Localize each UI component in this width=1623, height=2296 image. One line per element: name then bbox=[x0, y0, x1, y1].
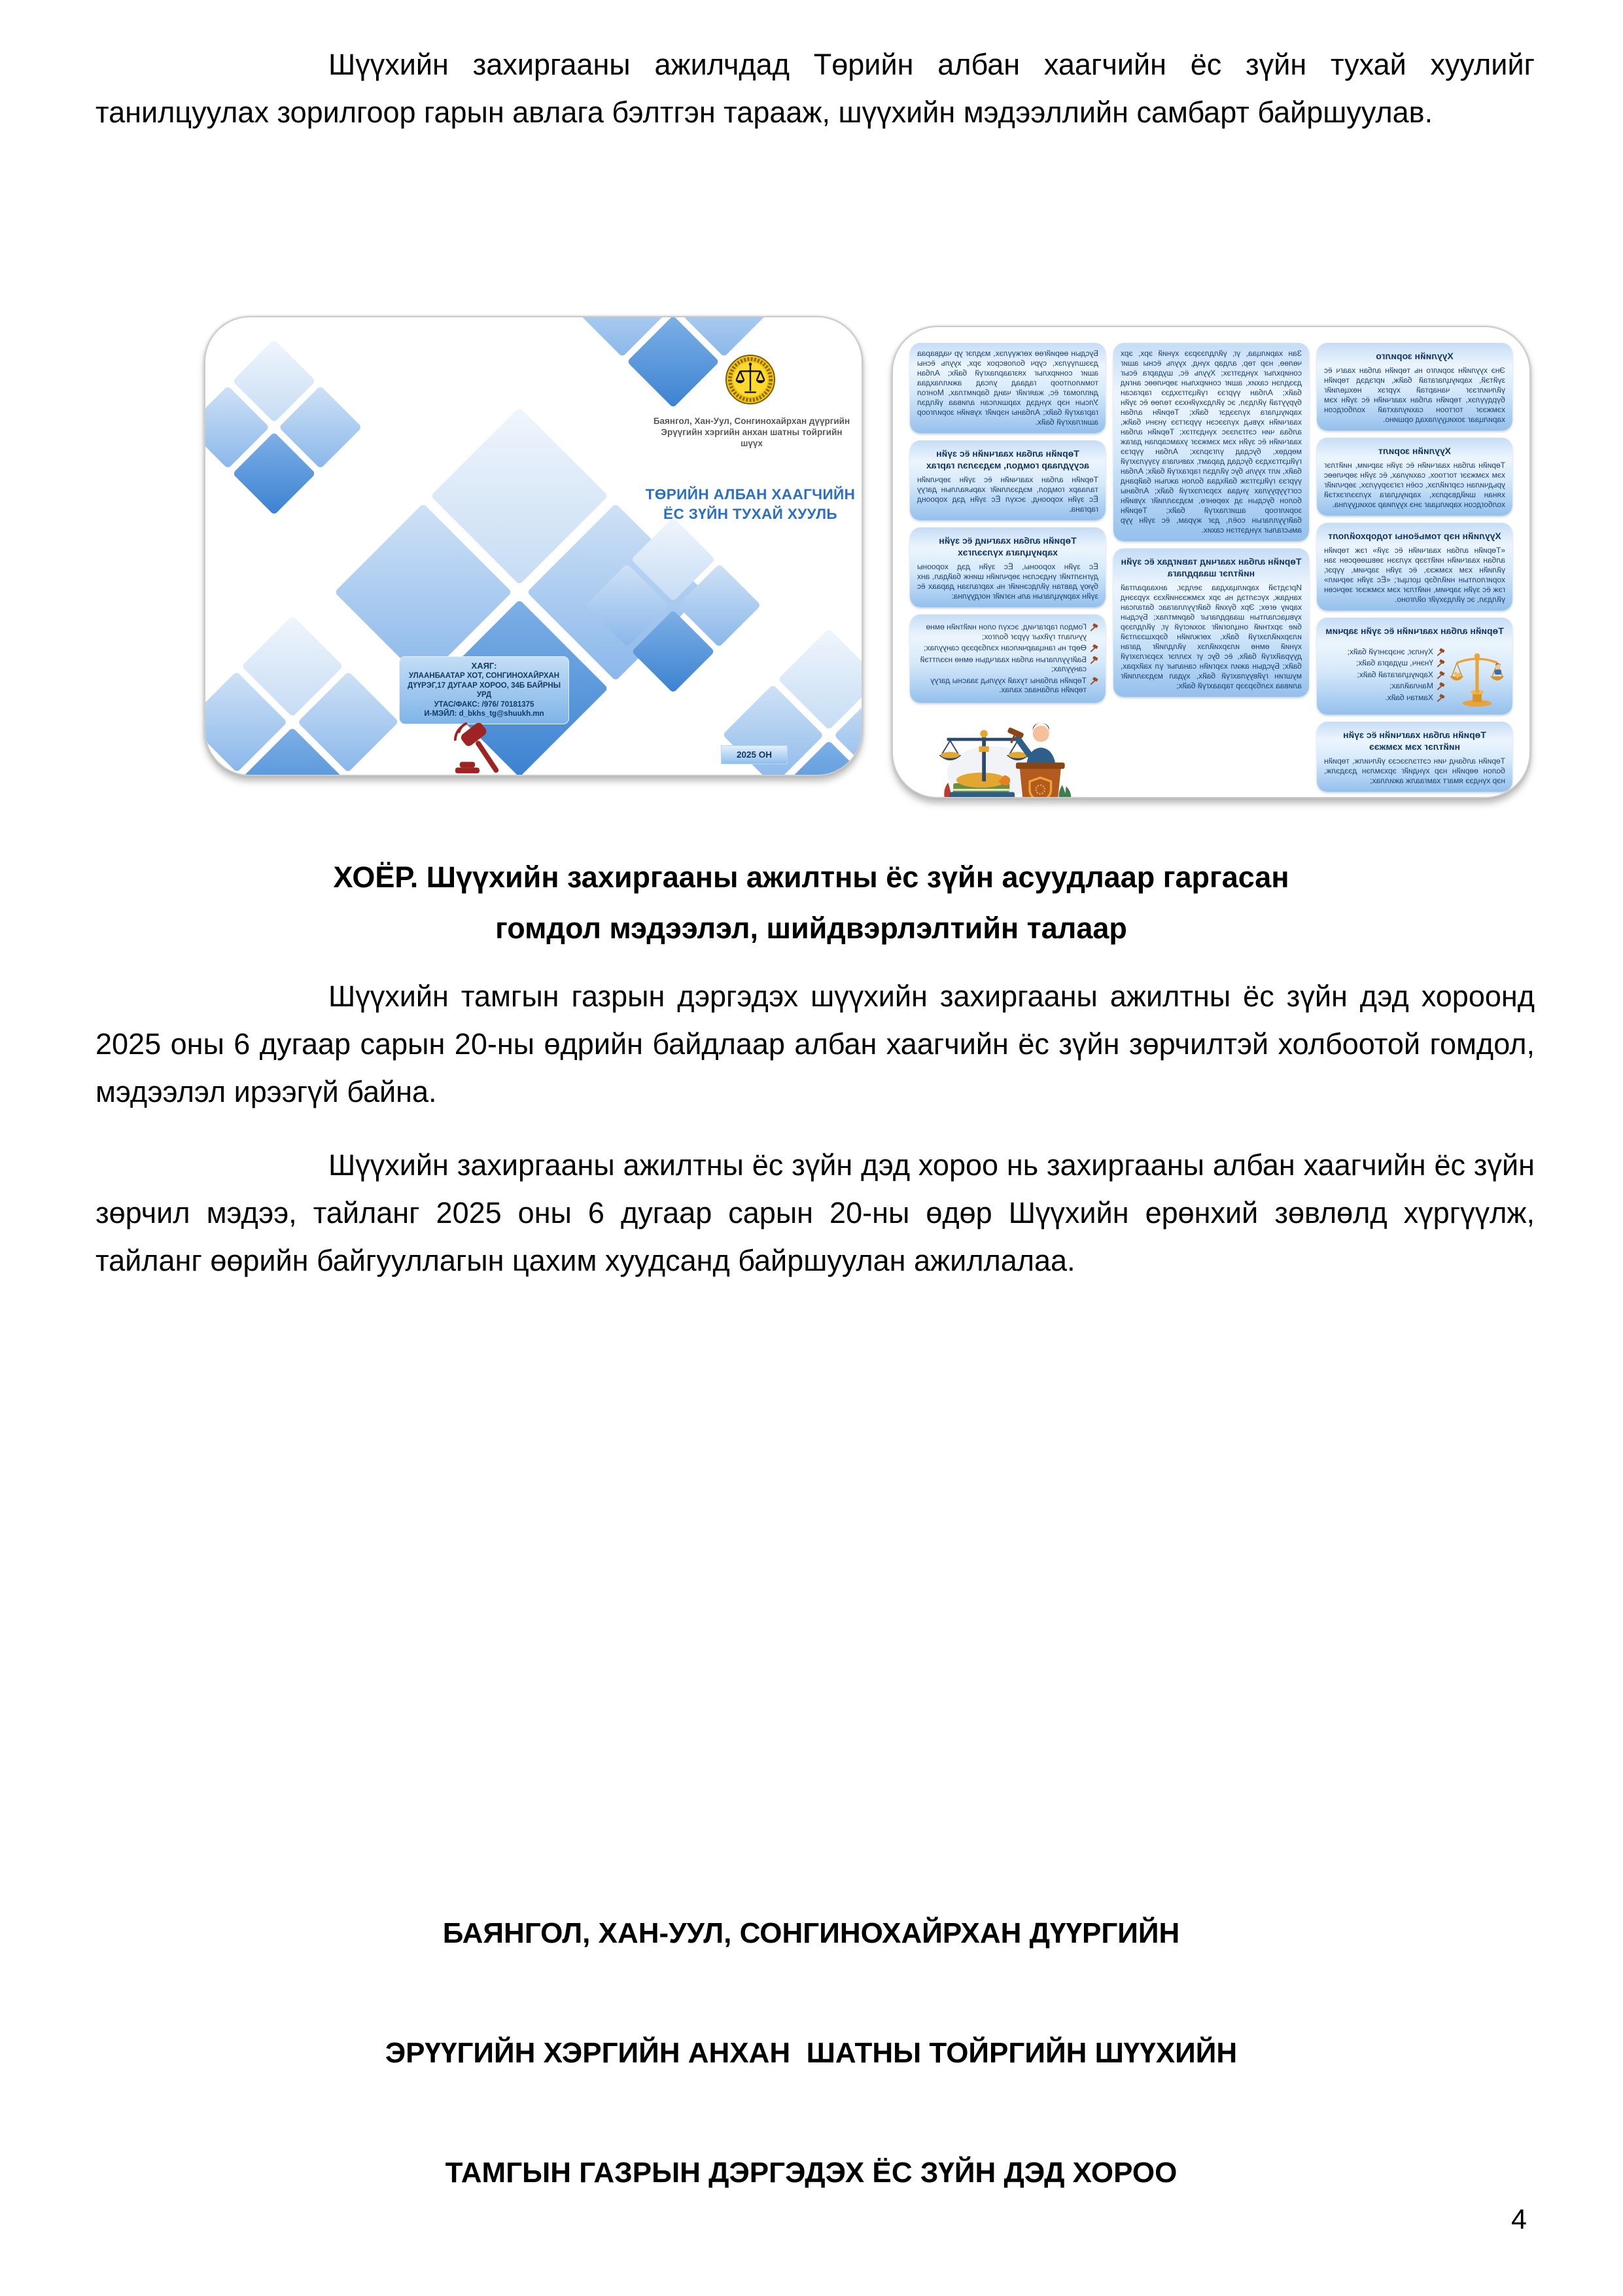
box-body: Иргэдтэй харилцахдаа эелдэг, анхааралтай хандаж, хүсэлтэд нь эрх хэмжээнийхээ хүрээнд хариу өгөх; Эрх бүхий байгууллагаас баталсан хувцаслалтын шаардлагыг баримтлах; Бусдын бие эрхтний онцлогийг зохисгүй үг, үйлдлээр илэрхийлэхгүй байх, хөгжлийн бэрхшээлтэй хүний өмнө илэрхийлэх үйлдлийг даган дуурайхгүй байх, ёс бус үг хэллэг хэрэглэхгүй байх; Бусдын ажил хэргийн саналыг үл хайхрах, мушгин гуйвуулахгүй байх, худал мэдээллийг аливаа хэлбэрээр тараахгүй байх; bbox=[1121, 583, 1302, 690]
box-heading: Төрийн албан хаагчийн ёс зүйн зарчим bbox=[1325, 626, 1504, 636]
gavel-bullet-icon bbox=[1437, 694, 1445, 702]
box-common-norms bbox=[1317, 722, 1512, 792]
brochure-cover-image bbox=[204, 316, 863, 776]
inner-column-3 bbox=[910, 343, 1106, 781]
inner-column-1 bbox=[1317, 343, 1512, 785]
organization-name-block bbox=[222, 1833, 1400, 2272]
box-heading: Төрийн албан хаагчид ёс зүйн хариуцлага хүлээлгэх bbox=[939, 535, 1077, 557]
list-item: Хариуцлагатай байх; bbox=[1324, 670, 1445, 680]
gavel-icon bbox=[453, 715, 504, 775]
section-heading-line2: гомдол мэдээлэл, шийдвэрлэлтийн талаар bbox=[495, 911, 1127, 945]
box-body: Төрийн албан хаагчийн ёс зүйн зарчим, нийтлэг хэм хэмжээг тогтоох, сахиулах, ёс зүйн зөрчлөөс урьдчилан сэргийлэх, соён гэгээрүүлэх, зөрчлийг хянан шийдвэрлэх, хариуцлага хүлээлгэхтэй холбогдсон харилцааг энэ хуулиар зохицуулна. bbox=[1324, 461, 1505, 509]
gavel-bullet-icon bbox=[1090, 644, 1098, 652]
box-body: Төрийн албанд чин сэтгэлээсээ үйлчилж, төрийн болон өөрийн нэр хүндийг эрхэмлэн дээдэлж, нэр хүндээ ямагт хамгаалж ажиллах; bbox=[1324, 756, 1505, 785]
box-body: Энэ хуулийн зорилго нь төрийн албан хаагч ёс зүйтэй, хариуцлагатай байж, иргэдэд төрийн үйлчилгээг чанартай хүргэх нөхцөлийг бүрдүүлэх, төрийн албан хаагчийн ёс зүйн хэм хэмжээг тогтоон сахиулахтай холбогдсон харилцааг зохицуулахад оршино. bbox=[1324, 366, 1505, 424]
paragraph-3: Шүүхийн захиргааны ажилтны ёс зүйн дэд хороо нь захиргааны албан хаагчийн ёс зүйн зөрчил мэдээ, тайланг 2025 оны 6 дугаар сарын 20-ны өдөр Шүүхийн ерөнхий зөвлөлд хүргүүлж, тайланг өөрийн байгууллагын цахим хуудсанд байршуулан ажиллалаа. bbox=[96, 1148, 1535, 1277]
gavel-bullet-icon bbox=[1437, 659, 1445, 667]
cover-address-box: ХАЯГ: УЛААНБААТАР ХОТ, СОНГИНОХАЙРХАН ДҮҮРЭГ,17 ДУГААР ХОРОО, 34Б БАЙРНЫ УРД УТАС/ФАКС: /976/ 70181375 И-МЭЙЛ: d_bkhs_tg@shuukh.mn bbox=[399, 656, 569, 724]
list-item: Байгууллагын албан хаагчдын өмнө нээлттэй сануулах; bbox=[917, 655, 1098, 674]
box-body: Бусдын өөрийгөө хөгжүүлэх, мэдлэг ур чадвараа дээшлүүлэх, сурч боловсрох эрх, хууль ёсны ашиг сонирхлыг хязгаарлахгүй байх; Албан томилолтоор гадаад улсад ажиллахдаа дипломат ёс, жаягийг чанд баримтлах, Монгол Улсын нэр хүндэд харшилсан аливаа үйлдэл гаргахгүй байх; Албаны нэрийг хувийн зорилгоор ашиглахгүй байх. bbox=[917, 349, 1098, 427]
gavel-bullet-icon bbox=[1090, 656, 1098, 664]
gavel-bullet-icon bbox=[1437, 671, 1445, 679]
box-heading: Хуулийн зорилт bbox=[1378, 446, 1452, 456]
box-body: Төрийн албан хаагчийн ёс зүйн зөрчлийн талаарх гомдол, мэдээллийг харьяаллын дагуу Ёс зүйн хороонд, эсхүл Ёс зүйн дэд хороонд гаргана. bbox=[917, 475, 1098, 514]
organization-line3: ТАМГЫН ГАЗРЫН ДЭРГЭДЭХ ЁС ЗҮЙН ДЭД ХОРОО bbox=[445, 2157, 1178, 2189]
list-item: Үнэнч, шударга байх; bbox=[1324, 658, 1445, 668]
list-item: Төрийн албаны тухай хуульд заасны дагуу төрийн албанаас халах. bbox=[917, 676, 1098, 695]
section-heading-line1: ХОЁР. Шүүхийн захиргааны ажилтны ёс зүйн асуудлаар гаргасан bbox=[333, 860, 1289, 894]
list-item: Манлайлах; bbox=[1324, 681, 1445, 691]
court-emblem-icon bbox=[725, 354, 776, 405]
principles-list bbox=[1324, 645, 1445, 705]
gavel-bullet-icon bbox=[1090, 623, 1098, 631]
section-heading bbox=[222, 852, 1400, 954]
box-norms-continued bbox=[910, 343, 1106, 433]
list-item: Хамтач байх. bbox=[1324, 693, 1445, 703]
box-sanctions-list bbox=[910, 614, 1106, 703]
brochure-inner-image bbox=[892, 326, 1531, 798]
year-badge: 2025 ОН bbox=[721, 745, 788, 764]
box-body: Ёс зүйн хорооны, Ёс зүйн дэд хорооны дүгнэлтийг үндэслэн зөрчлийн шинж байдал, анх буюу давтан үйлдсэнийг нь харгалзан дараах ёс зүйн хариуцлагын аль нэгийг ногдуулна: bbox=[917, 562, 1098, 601]
page-number: 4 bbox=[1511, 2204, 1527, 2235]
address-label: ХАЯГ: bbox=[471, 661, 497, 671]
cover-court-name: Баянгол, Хан-Уул, Сонгинохайрхан дүүргийн Эрүүгийн хэргийн анхан шатны тойргийн шүүх bbox=[653, 416, 850, 448]
box-liability bbox=[910, 527, 1106, 607]
box-common-requirements bbox=[1113, 548, 1309, 697]
list-item: Өөрт нь ганцаарчилсан хэлбэрээр сануулах; bbox=[917, 643, 1098, 653]
box-heading: Хуулийн нэр томьёоны тодорхойлолт bbox=[1328, 531, 1501, 541]
gavel-bullet-icon bbox=[1090, 677, 1098, 685]
list-item: Гомдол гаргагчид, эсхүл олон нийтийн өмнө уучлалт гуйхыг үүрэг болгох; bbox=[917, 622, 1098, 641]
box-law-purpose bbox=[1317, 343, 1512, 431]
inner-column-2 bbox=[1113, 343, 1309, 781]
scales-illustration bbox=[1449, 641, 1505, 709]
box-heading: Төрийн албан хаагчид тавигдах ёс зүйн нийтлэг шаардлага bbox=[1121, 556, 1302, 578]
paragraph-1: Шүүхийн захиргааны ажилчдад Төрийн албан хаагчийн ёс зүйн тухай хуулийг танилцуулах зорилгоор гарын авлага бэлтгэн тарааж, шүүхийн мэдээллийн самбарт байршуулав. bbox=[96, 48, 1535, 129]
organization-line1: БАЯНГОЛ, ХАН-УУЛ, СОНГИНОХАЙРХАН ДҮҮРГИЙН bbox=[442, 1917, 1180, 1949]
box-law-objective bbox=[1317, 438, 1512, 516]
diamond-cluster bbox=[204, 340, 362, 516]
diamond-cluster bbox=[204, 615, 399, 776]
organization-line2: ЭРҮҮГИЙН ХЭРГИЙН АНХАН ШАТНЫ ТОЙРГИЙН ШҮҮХИЙН bbox=[385, 2037, 1238, 2069]
box-ethics-principles bbox=[1317, 618, 1512, 715]
box-heading: Төрийн албан хаагчийн ёс зүйн асуудлаар гомдол, мэдээлэл гаргах bbox=[926, 448, 1090, 470]
box-body: Зан харилцаа, үг, үйлдлээрээ хүний эрх, эрх чөлөө, нэр төр, алдар хүнд, хууль ёсны ашиг сонирхлыг хүндэтгэх; Хууль ёс, шударга ёсыг дээдлэн сахих, ашиг сонирхлын зөрчлөөс ангид байх; Албан үүргээ гүйцэтгэхдээ гаргасан буруутай үйлдэл, эс үйлдэхүйнхээ төлөө ёс зүйн хариуцлага хүлээдэг байх; Төрийн албан хаагчийн хувьд хүлээсэн үүрэгтээ үнэнч байж, албаа чин сэтгэлээс хүндэтгэх; Төрийн албан хаагчийн ёс зүйн хэм хэмжээг ухамсарлан дагаж мөрдөх, бусдад үлгэрлэх; Албан үүргээ гүйцэтгэхдээ бусдад дарамт, хавчлага үзүүлэхгүй байх, илт хууль бус үйлдэл гаргахгүй байх; Албан үүргээ гүйцэтгэж байхдаа болон ажлын байранд согтууруулах ундаа хэрэглэхгүй байх; Албаны болон бусдын эд хөрөнгө, мэдээллийг хувийн зорилгоор ашиглахгүй байх; Төрийн байгууллагын соёл, дэг журам, ёс зүйн уур амьсгалыг хүндэтгэн сахих. bbox=[1121, 349, 1302, 535]
mirrored-content bbox=[893, 327, 1529, 797]
list-item: Хүнлэг, энэрэнгүй байх; bbox=[1324, 647, 1445, 657]
gavel-bullet-icon bbox=[1437, 682, 1445, 690]
box-law-terms bbox=[1317, 523, 1512, 610]
judge-illustration bbox=[910, 710, 1106, 799]
gavel-bullet-icon bbox=[1437, 648, 1445, 656]
box-heading: Хуулийн зорилго bbox=[1376, 351, 1454, 361]
box-complaints bbox=[910, 440, 1106, 520]
paragraph-2: Шүүхийн тамгын газрын дэргэдэх шүүхийн захиргааны ажилтны ёс зүйн дэд хороонд 2025 оны 6 дугаар сарын 20-ны өдрийн байдлаар албан хаагчийн ёс зүйн зөрчилтэй холбоотой гомдол, мэдээлэл ирээгүй байна. bbox=[96, 980, 1535, 1108]
cover-title: ТӨРИЙН АЛБАН ХААГЧИЙН ЁС ЗҮЙН ТУХАЙ ХУУЛЬ bbox=[645, 486, 856, 522]
box-body: «Төрийн албан хаагчийн ёс зүй» гэж төрийн албан хаагчийн нийтээр хүлээн зөвшөөрсөн зан үйлийн хэм хэмжээ, ёс зүйн зарчим, үүрэг, хориглолтын нийлбэр цогцыг; «Ёс зүйн зөрчил» гэж ёс зүйн зарчим, нийтлэг хэм хэмжээг зөрчсөн үйлдэл, эс үйлдэхүйг ойлгоно. bbox=[1324, 546, 1505, 604]
box-heading: Төрийн албан хаагчийн ёс зүйн нийтлэг хэм хэмжээ bbox=[1343, 730, 1486, 752]
box-norms-text bbox=[1113, 343, 1309, 541]
